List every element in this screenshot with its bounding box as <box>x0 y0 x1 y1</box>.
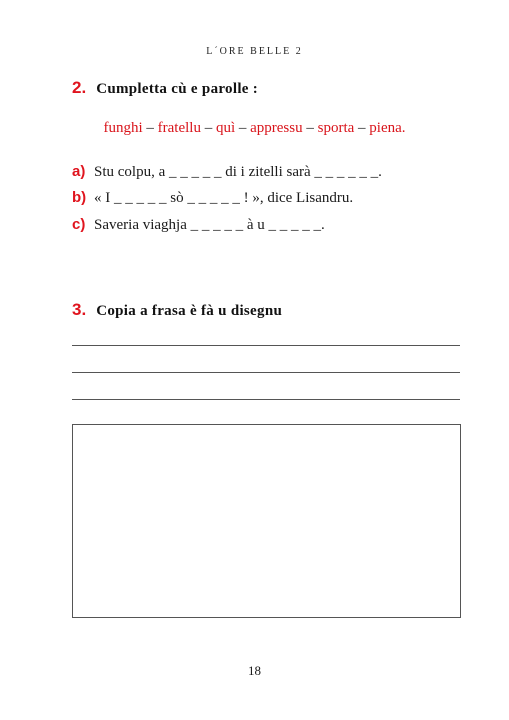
word-separator: – <box>146 120 154 136</box>
writing-line[interactable] <box>72 345 460 346</box>
exercise-item-c <box>72 216 325 234</box>
exercise-2-number: 2. <box>72 78 87 97</box>
word-separator: – <box>358 120 366 136</box>
word-bank-item: piena. <box>369 120 406 136</box>
exercise-3-heading <box>72 300 282 320</box>
item-sentence: « I _ _ _ _ _ sò _ _ _ _ _ ! », dice Lisandru. <box>94 190 354 206</box>
drawing-box[interactable] <box>72 424 461 618</box>
exercise-item-b <box>72 189 353 207</box>
exercise-item-a <box>72 163 382 181</box>
writing-line[interactable] <box>72 372 460 373</box>
word-bank-item: sporta <box>317 120 355 136</box>
word-bank-item: fratellu <box>157 120 201 136</box>
exercise-2-title: Cumpletta cù e parolle : <box>96 81 259 97</box>
word-separator: – <box>204 120 213 136</box>
word-separator: – <box>306 120 314 136</box>
word-bank-item: appressu <box>250 120 303 136</box>
page-number: 18 <box>248 663 261 678</box>
item-sentence: Stu colpu, a _ _ _ _ _ di i zitelli sarà _ _ _ _ _ _. <box>94 164 382 180</box>
word-bank <box>0 120 509 137</box>
word-separator: – <box>238 120 247 136</box>
running-header: L´ORE BELLE 2 <box>206 46 303 57</box>
word-bank-item: funghi <box>103 120 143 136</box>
item-sentence: Saveria viaghja _ _ _ _ _ à u _ _ _ _ _. <box>94 217 325 233</box>
item-label: b) <box>72 189 87 206</box>
word-bank-item: quì <box>215 120 236 136</box>
item-label: a) <box>72 163 86 180</box>
exercise-2-heading <box>72 78 258 98</box>
exercise-3-number: 3. <box>72 300 87 319</box>
item-label: c) <box>72 216 86 233</box>
writing-line[interactable] <box>72 399 460 400</box>
exercise-3-title: Copia a frasa è fà u disegnu <box>96 303 283 319</box>
